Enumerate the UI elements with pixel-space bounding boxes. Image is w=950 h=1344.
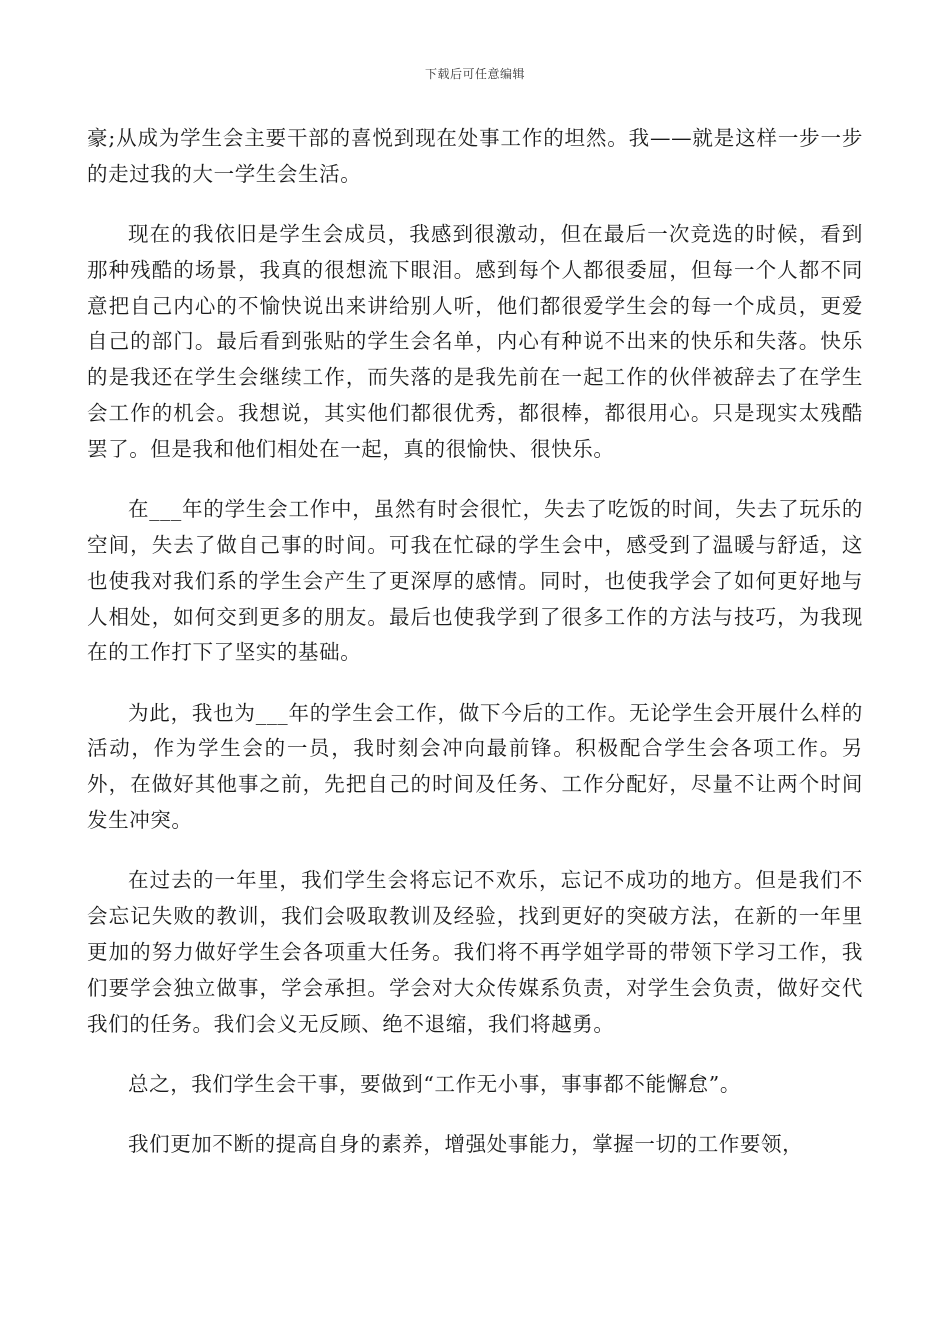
- document-body: [87, 121, 863, 1187]
- paragraph-continued-from-previous-page: 豪;从成为学生会主要干部的喜悦到现在处事工作的坦然。我——就是这样一步一步的走过我的大一学生会生活。: [87, 126, 863, 186]
- paragraph-past-year-reflection: 在过去的一年里，我们学生会将忘记不欢乐，忘记不成功的地方。但是我们不会忘记失败的教训，我们会吸取教训及经验，找到更好的突破方法，在新的一年里更加的努力做好学生会各项重大任务。我们将不再学姐学哥的带领下学习工作，我们要学会独立做事，学会承担。学会对大众传媒系负责，对学生会负责，做好交代我们的任务。我们会义无反顾、绝不退缩，我们将越勇。: [87, 868, 863, 1036]
- paragraph-future-plans: 为此，我也为___年的学生会工作，做下今后的工作。无论学生会开展什么样的活动，作为学生会的一员，我时刻会冲向最前锋。积极配合学生会各项工作。另外，在做好其他事之前，先把自己的时间及任务、工作分配好，尽量不让两个时间发生冲突。: [87, 700, 863, 833]
- paragraph-improvement: 我们更加不断的提高自身的素养，增强处事能力，掌握一切的工作要领，: [128, 1132, 804, 1157]
- paragraph-year-of-work: 在___年的学生会工作中，虽然有时会很忙，失去了吃饭的时间，失去了玩乐的空间，失去了做自己事的时间。可我在忙碌的学生会中，感受到了温暖与舒适，这也使我对我们系的学生会产生了更深厚的感情。同时，也使我学会了如何更好地与人相处，如何交到更多的朋友。最后也使我学到了很多工作的方法与技巧，为我现在的工作打下了坚实的基础。: [87, 497, 863, 665]
- page-header-note: 下载后可任意编辑: [424, 67, 525, 81]
- paragraph-current-member-feelings: 现在的我依旧是学生会成员，我感到很激动，但在最后一次竞选的时候，看到那种残酷的场景，我真的很想流下眼泪。感到每个人都很委屈，但每一个人都不同意把自己内心的不愉快说出来讲给别人听，他们都很爱学生会的每一个成员，更爱自己的部门。最后看到张贴的学生会名单，内心有种说不出来的快乐和失落。快乐的是我还在学生会继续工作，而失落的是我先前在一起工作的伙伴被辞去了在学生会工作的机会。我想说，其实他们都很优秀，都很棒，都很用心。只是现实太残酷罢了。但是我和他们相处在一起，真的很愉快、很快乐。: [87, 222, 863, 461]
- paragraph-summary-motto: 总之，我们学生会干事，要做到“工作无小事，事事都不能懈怠”。: [128, 1071, 741, 1096]
